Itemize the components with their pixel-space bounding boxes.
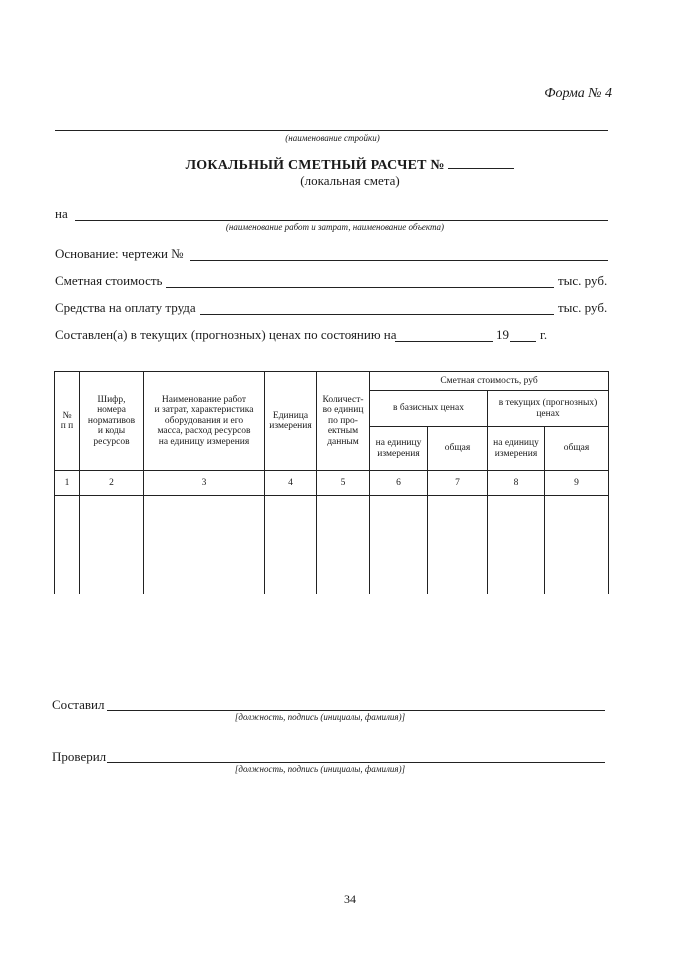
table-cell <box>55 496 80 595</box>
table-cell <box>317 496 370 595</box>
year-prefix: 19 <box>496 327 509 342</box>
header-unit: Единица измерения <box>265 372 317 471</box>
construction-name-caption: (наименование стройки) <box>285 133 380 143</box>
column-number-cell: 5 <box>317 471 370 496</box>
column-number-cell: 8 <box>488 471 545 496</box>
table-cell <box>265 496 317 595</box>
table-cell <box>488 496 545 595</box>
cost-line <box>166 287 554 288</box>
checked-by-label: Проверил <box>52 749 107 764</box>
column-number-cell: 9 <box>545 471 609 496</box>
wages-unit: тыс. руб. <box>558 300 608 315</box>
table-cell <box>545 496 609 595</box>
basis-line <box>190 260 608 261</box>
header-cost-group: Сметная стоимость, руб <box>370 372 609 391</box>
works-name-caption: (наименование работ и затрат, наименование объекта) <box>225 222 445 232</box>
compiled-by-line <box>107 710 605 711</box>
compiled-prices-label: Составлен(а) в текущих (прогнозных) ценах по состоянию на <box>55 327 397 342</box>
form-number-label: Форма № 4 <box>544 86 612 101</box>
construction-name-line <box>55 130 608 131</box>
header-base-prices: в базисных ценах <box>370 391 488 427</box>
wages-label: Средства на оплату труда <box>55 300 196 315</box>
estimate-table <box>54 371 609 594</box>
table-cell <box>370 496 428 595</box>
page-number: 34 <box>344 892 356 906</box>
column-number-cell: 6 <box>370 471 428 496</box>
header-current-total: общая <box>545 427 609 471</box>
header-number: № п п <box>55 372 80 471</box>
header-base-total: общая <box>428 427 488 471</box>
na-label: на <box>55 206 68 221</box>
table-row <box>55 496 609 595</box>
column-numbers-row <box>55 471 609 496</box>
prices-date-line <box>395 341 493 342</box>
table-cell <box>80 496 144 595</box>
year-line <box>510 341 536 342</box>
column-number-cell: 7 <box>428 471 488 496</box>
header-code: Шифр, номера нормативов и коды ресурсов <box>80 372 144 471</box>
table-cell <box>428 496 488 595</box>
checked-by-line <box>107 762 605 763</box>
cost-label: Сметная стоимость <box>55 273 163 288</box>
header-base-per-unit: на единицу измерения <box>370 427 428 471</box>
checked-by-caption: [должность, подпись (инициалы, фамилия)] <box>234 764 406 774</box>
table-cell <box>144 496 265 595</box>
header-current-prices: в текущих (прогнозных) ценах <box>488 391 609 427</box>
header-name: Наименование работ и затрат, характеристика оборудования и его масса, расход ресурсов на единицу измерения <box>144 372 265 471</box>
column-number-cell: 3 <box>144 471 265 496</box>
column-number-cell: 2 <box>80 471 144 496</box>
column-number-cell: 1 <box>55 471 80 496</box>
document-title-text: ЛОКАЛЬНЫЙ СМЕТНЫЙ РАСЧЕТ № <box>185 158 445 173</box>
document-subtitle: (локальная смета) <box>300 173 400 188</box>
header-quantity: Количест- во единиц по про- ектным данным <box>317 372 370 471</box>
header-current-per-unit: на единицу измерения <box>488 427 545 471</box>
column-number-cell: 4 <box>265 471 317 496</box>
compiled-by-label: Составил <box>52 697 105 712</box>
works-name-line <box>75 220 608 221</box>
estimate-number-blank <box>448 156 514 169</box>
cost-unit: тыс. руб. <box>558 273 608 288</box>
compiled-by-caption: [должность, подпись (инициалы, фамилия)] <box>234 712 406 722</box>
basis-label: Основание: чертежи № <box>55 246 184 261</box>
document-title <box>0 156 700 174</box>
wages-line <box>200 314 554 315</box>
year-suffix: г. <box>540 327 548 342</box>
